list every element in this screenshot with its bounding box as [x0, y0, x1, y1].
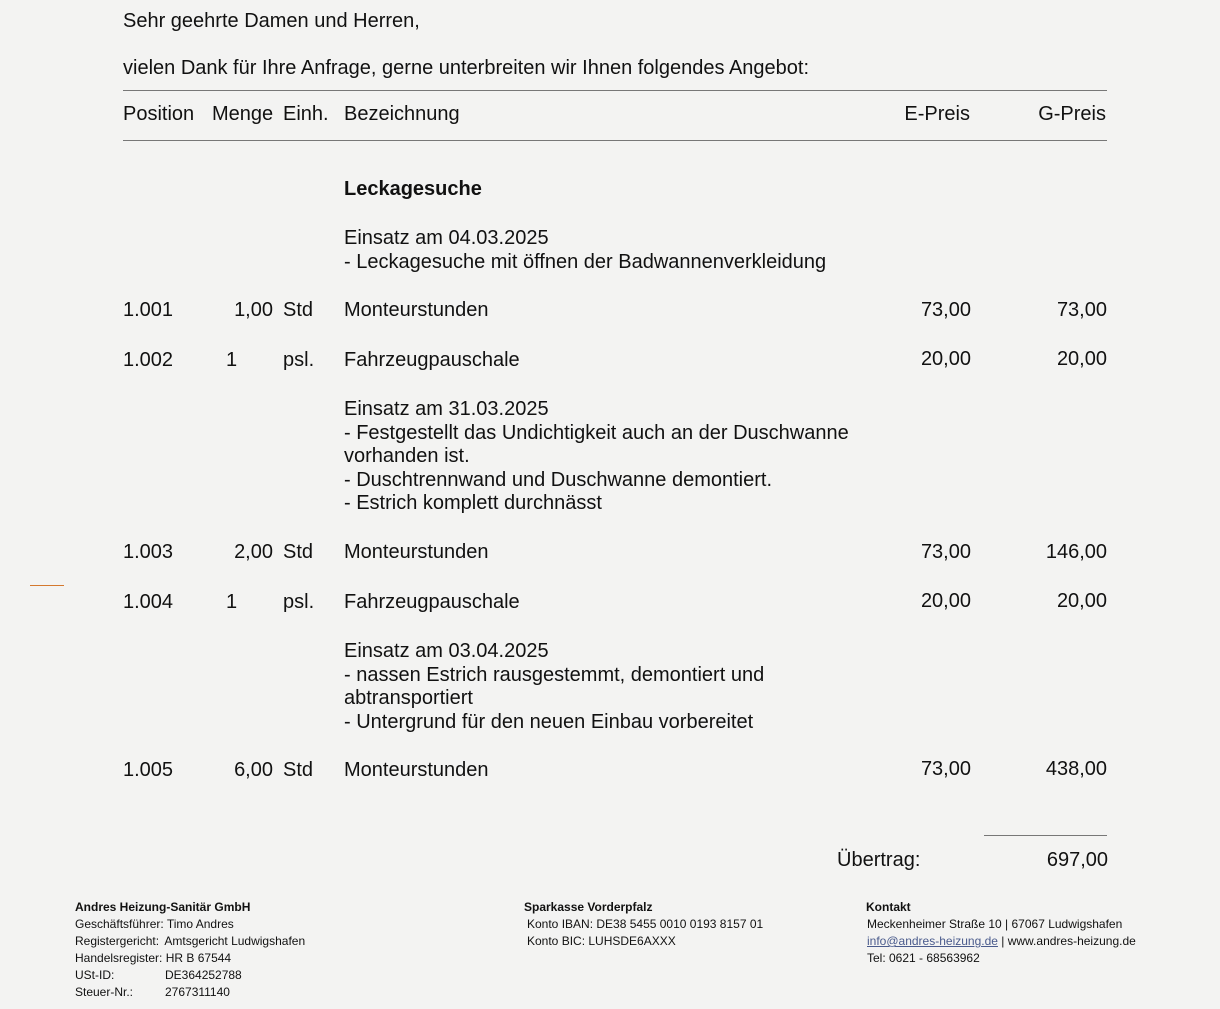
- row-menge: 1,00: [234, 299, 273, 321]
- row-epreis: 73,00: [920, 758, 971, 780]
- fold-mark: [30, 585, 64, 586]
- header-rule-top: [123, 90, 1107, 91]
- row-position: 1.005: [123, 759, 174, 781]
- header-rule-bottom: [123, 140, 1107, 141]
- bank-bic: Konto BIC: LUHSDE6AXXX: [527, 934, 676, 948]
- company-line-value: DE364252788: [165, 968, 242, 982]
- company-line: [75, 933, 305, 950]
- company-line-label: Steuer-Nr.:: [75, 985, 134, 999]
- row-epreis: 73,00: [920, 299, 971, 321]
- contact-phone: Tel: 0621 - 68563962: [867, 951, 980, 965]
- row-bezeichnung: Monteurstunden: [344, 541, 489, 563]
- website-text: | www.andres-heizung.de: [997, 934, 1136, 948]
- row-position: 1.003: [123, 541, 174, 563]
- row-menge: 1: [226, 591, 238, 613]
- carry-value: 697,00: [1046, 849, 1108, 871]
- row-epreis: 73,00: [920, 541, 971, 563]
- row-position: 1.002: [123, 349, 174, 371]
- company-name: Andres Heizung-Sanitär GmbH: [75, 900, 251, 914]
- row-einheit: Std: [283, 541, 314, 563]
- row-epreis: 20,00: [920, 348, 971, 370]
- header-einheit: Einh.: [283, 103, 329, 125]
- salutation: Sehr geehrte Damen und Herren,: [123, 10, 420, 32]
- intro-text: vielen Dank für Ihre Anfrage, gerne unterbreiten wir Ihnen folgendes Angebot:: [123, 57, 810, 79]
- contact-title: Kontakt: [866, 900, 911, 914]
- row-einheit: Std: [283, 299, 314, 321]
- company-line-label: USt-ID:: [75, 968, 115, 982]
- row-gpreis: 146,00: [1045, 541, 1107, 563]
- row-epreis: 20,00: [920, 590, 971, 612]
- header-gpreis: G-Preis: [1038, 103, 1106, 125]
- carry-label: Übertrag:: [837, 849, 921, 871]
- work-note: Einsatz am 03.04.2025 - nassen Estrich rausgestemmt, demontiert und abtransportiert - Untergrund für den neuen Einbau vorbereitet: [344, 640, 765, 733]
- row-menge: 1: [226, 349, 238, 371]
- section-title: Leckagesuche: [344, 178, 482, 200]
- row-position: 1.001: [123, 299, 174, 321]
- work-note: Einsatz am 31.03.2025 - Festgestellt das Undichtigkeit auch an der Duschwanne vorhanden ist. - Duschtrennwand und Duschwanne demontiert. - Estrich komplett durchnässt: [344, 398, 849, 514]
- row-einheit: Std: [283, 759, 314, 781]
- company-line-label: Geschäftsführer:: [75, 917, 164, 931]
- row-gpreis: 20,00: [1056, 590, 1107, 612]
- email-link[interactable]: info@andres-heizung.de: [867, 934, 998, 948]
- row-bezeichnung: Monteurstunden: [344, 299, 489, 321]
- row-gpreis: 20,00: [1056, 348, 1107, 370]
- subtotal-rule: [984, 835, 1107, 836]
- company-line: [75, 950, 231, 967]
- row-menge: 6,00: [234, 759, 273, 781]
- company-line-value: 2767311140: [165, 985, 230, 999]
- company-line-value: Amtsgericht Ludwigshafen: [164, 934, 306, 948]
- header-bezeichnung: Bezeichnung: [344, 103, 460, 125]
- row-einheit: psl.: [283, 591, 315, 613]
- contact-address: Meckenheimer Straße 10 | 67067 Ludwigshafen: [867, 917, 1123, 931]
- row-position: 1.004: [123, 591, 174, 613]
- header-position: Position: [123, 103, 195, 125]
- row-gpreis: 73,00: [1056, 299, 1107, 321]
- row-bezeichnung: Fahrzeugpauschale: [344, 591, 520, 613]
- contact-web-line: [867, 933, 1136, 950]
- company-line-label: Registergericht:: [75, 934, 160, 948]
- bank-name: Sparkasse Vorderpfalz: [524, 900, 653, 914]
- row-gpreis: 438,00: [1045, 758, 1107, 780]
- company-line-label: Handelsregister:: [75, 951, 163, 965]
- row-menge: 2,00: [234, 541, 273, 563]
- row-einheit: psl.: [283, 349, 315, 371]
- work-note: Einsatz am 04.03.2025 - Leckagesuche mit öffnen der Badwannenverkleidung: [344, 227, 827, 273]
- company-line: [75, 916, 234, 933]
- company-line-value: Timo Andres: [166, 917, 234, 931]
- company-line-value: HR B 67544: [165, 951, 232, 965]
- bank-iban: Konto IBAN: DE38 5455 0010 0193 8157 01: [527, 917, 764, 931]
- row-bezeichnung: Monteurstunden: [344, 759, 489, 781]
- header-epreis: E-Preis: [904, 103, 970, 125]
- header-menge: Menge: [212, 103, 274, 125]
- row-bezeichnung: Fahrzeugpauschale: [344, 349, 520, 371]
